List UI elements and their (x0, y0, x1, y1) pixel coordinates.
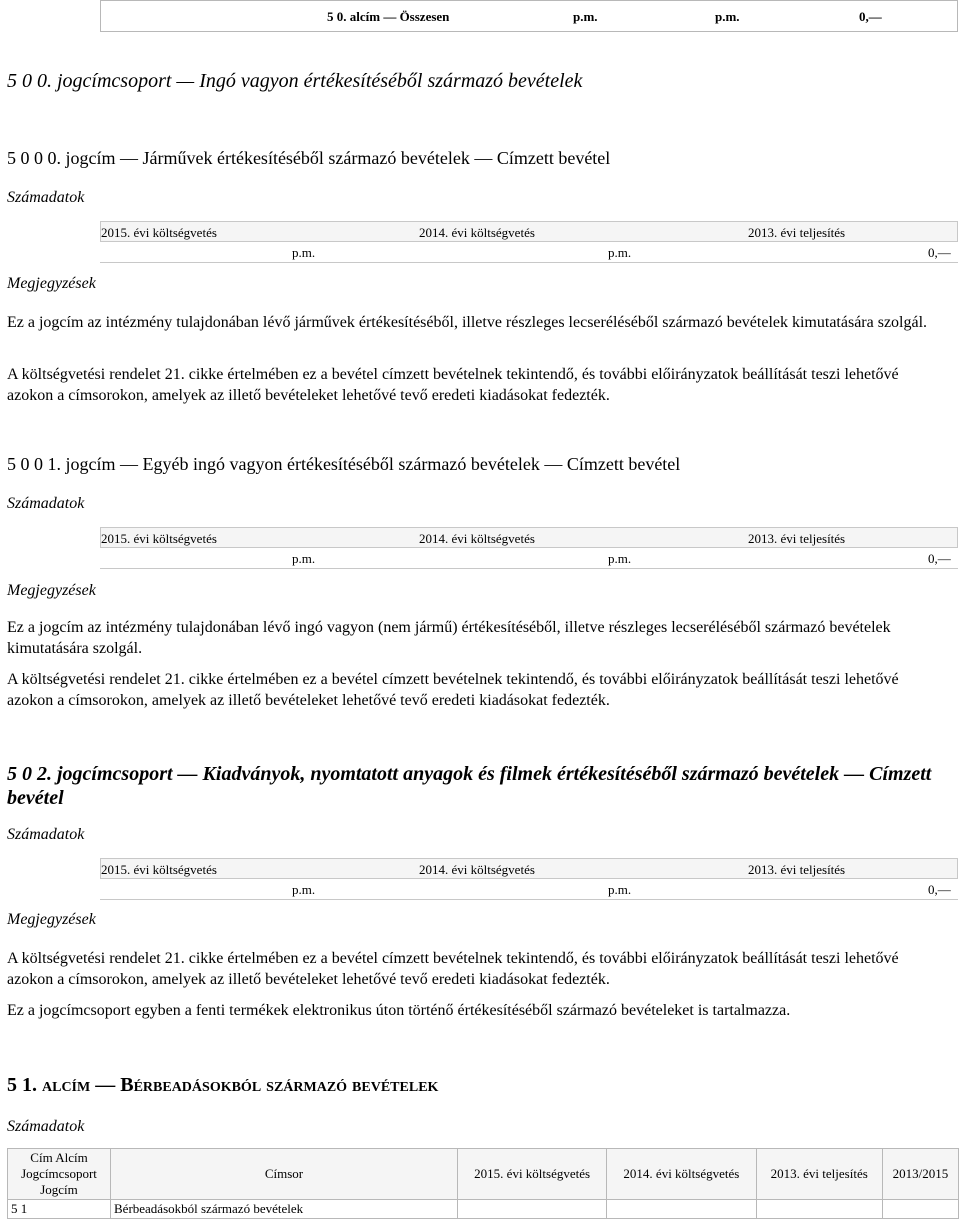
budget-value-2015: p.m. (292, 245, 316, 260)
item-5001-remark-2: A költségvetési rendelet 21. cikke értelmében ez a bevétel címzett bevételnek tekintendő, és további előirányzatok beállítását teszi lehetővé azokon a címsorokon, amelyek az illető bevételeket lehetővé tevő eredeti kiadásokat fedezték. (7, 671, 899, 709)
alcim-51-heading (7, 1074, 438, 1097)
item-5001-budget-table (100, 527, 958, 569)
group-502-szamadatok: Számadatok (7, 826, 85, 843)
budget-header-2014: 2014. évi költségvetés (419, 225, 535, 240)
budget-header-2014: 2014. évi költségvetés (419, 531, 535, 546)
col-header-cim (8, 1149, 111, 1200)
table-row (8, 1200, 959, 1219)
row-code: 5 1 (8, 1200, 111, 1219)
summary-label: 5 0. alcím — Összesen (327, 9, 450, 24)
group-502-remark-2: Ez a jogcímcsoport egyben a fenti termékek elektronikus úton történő értékesítéséből származó bevételeket is tartalmazza. (7, 1002, 791, 1019)
budget-value-2014: p.m. (608, 551, 632, 566)
budget-values-row (100, 879, 958, 900)
budget-value-2013: 0,— (928, 551, 951, 566)
table-header-row (8, 1149, 959, 1200)
budget-value-2015: p.m. (292, 882, 316, 897)
summary-2013: 0,— (859, 9, 882, 24)
alcim-51-table (7, 1148, 959, 1219)
alcim-51-szamadatok: Számadatok (7, 1118, 85, 1135)
item-5000-megjegyzesek: Megjegyzések (7, 275, 96, 292)
budget-value-2013: 0,— (928, 882, 951, 897)
item-5001-remark-1: Ez a jogcím az intézmény tulajdonában lévő ingó vagyon (nem jármű) értékesítéséből, illetve részleges lecseréléséből származó bevételek kimutatására szolgál. (7, 619, 891, 657)
item-5000-budget-table (100, 221, 958, 263)
budget-values-row (100, 548, 958, 569)
budget-value-2015: p.m. (292, 551, 316, 566)
item-5000-szamadatok: Számadatok (7, 189, 85, 206)
group-502-megjegyzesek: Megjegyzések (7, 911, 96, 928)
budget-header-row (100, 221, 958, 242)
col-header-cim-line2: Jogcímcsoport (21, 1166, 97, 1181)
group-502-budget-table (100, 858, 958, 900)
item-5000-remark-2: A költségvetési rendelet 21. cikke értelmében ez a bevétel címzett bevételnek tekintendő, és további előirányzatok beállítását teszi lehetővé azokon a címsorokon, amelyek az illető bevételeket lehetővé tevő eredeti kiadásokat fedezték. (7, 366, 899, 404)
budget-value-2014: p.m. (608, 882, 632, 897)
group-500-heading: 5 0 0. jogcímcsoport — Ingó vagyon értékesítéséből származó bevételek (7, 70, 583, 92)
col-header-2015: 2015. évi költségvetés (458, 1149, 607, 1200)
budget-header-2013: 2013. évi teljesítés (748, 531, 846, 546)
summary-2015: p.m. (573, 9, 598, 24)
col-header-2014: 2014. évi költségvetés (607, 1149, 756, 1200)
budget-header-2013: 2013. évi teljesítés (748, 862, 846, 877)
budget-value-2013: 0,— (928, 245, 951, 260)
col-header-cim-line3: Jogcím (40, 1182, 78, 1197)
item-5001-heading: 5 0 0 1. jogcím — Egyéb ingó vagyon értékesítéséből származó bevételek — Címzett bevétel (7, 454, 681, 474)
summary-2014: p.m. (715, 9, 740, 24)
item-5001-szamadatok: Számadatok (7, 495, 85, 512)
col-header-cim-line1: Cím Alcím (30, 1150, 88, 1165)
group-502-remark-1: A költségvetési rendelet 21. cikke értelmében ez a bevétel címzett bevételnek tekintendő, és további előirányzatok beállítását teszi lehetővé azokon a címsorokon, amelyek az illető bevételeket lehetővé tevő eredeti kiadásokat fedezték. (7, 950, 899, 988)
budget-values-row (100, 242, 958, 263)
budget-value-2014: p.m. (608, 245, 632, 260)
budget-header-2015: 2015. évi költségvetés (101, 531, 217, 546)
budget-header-2014: 2014. évi költségvetés (419, 862, 535, 877)
item-5000-remark-1: Ez a jogcím az intézmény tulajdonában lévő járművek értékesítéséből, illetve részleges lecseréléséből származó bevételek kimutatására szolgál. (7, 314, 928, 331)
alcim-51-dash: — (95, 1074, 116, 1096)
group-502-heading: 5 0 2. jogcímcsoport — Kiadványok, nyomtatott anyagok és filmek értékesítéséből származó bevételek — Címzett bevétel (7, 763, 932, 809)
row-2015 (458, 1200, 607, 1219)
row-2013 (756, 1200, 882, 1219)
row-2014 (607, 1200, 756, 1219)
budget-header-2013: 2013. évi teljesítés (748, 225, 846, 240)
item-5001-megjegyzesek: Megjegyzések (7, 582, 96, 599)
col-header-2013: 2013. évi teljesítés (756, 1149, 882, 1200)
budget-header-row (100, 858, 958, 879)
item-5000-heading: 5 0 0 0. jogcím — Járművek értékesítéséből származó bevételek — Címzett bevétel (7, 148, 611, 168)
budget-header-2015: 2015. évi költségvetés (101, 862, 217, 877)
budget-header-2015: 2015. évi költségvetés (101, 225, 217, 240)
alcim-51-title: Bérbeadásokból származó bevételek (120, 1074, 439, 1096)
alcim-51-alcim: alcím (42, 1074, 91, 1096)
row-ratio (882, 1200, 958, 1219)
col-header-cimsor: Címsor (111, 1149, 458, 1200)
alcim-50-summary-row (100, 0, 958, 32)
row-title: Bérbeadásokból származó bevételek (111, 1200, 458, 1219)
col-header-ratio: 2013/2015 (882, 1149, 958, 1200)
alcim-51-number: 5 1. (7, 1074, 37, 1096)
budget-header-row (100, 527, 958, 548)
